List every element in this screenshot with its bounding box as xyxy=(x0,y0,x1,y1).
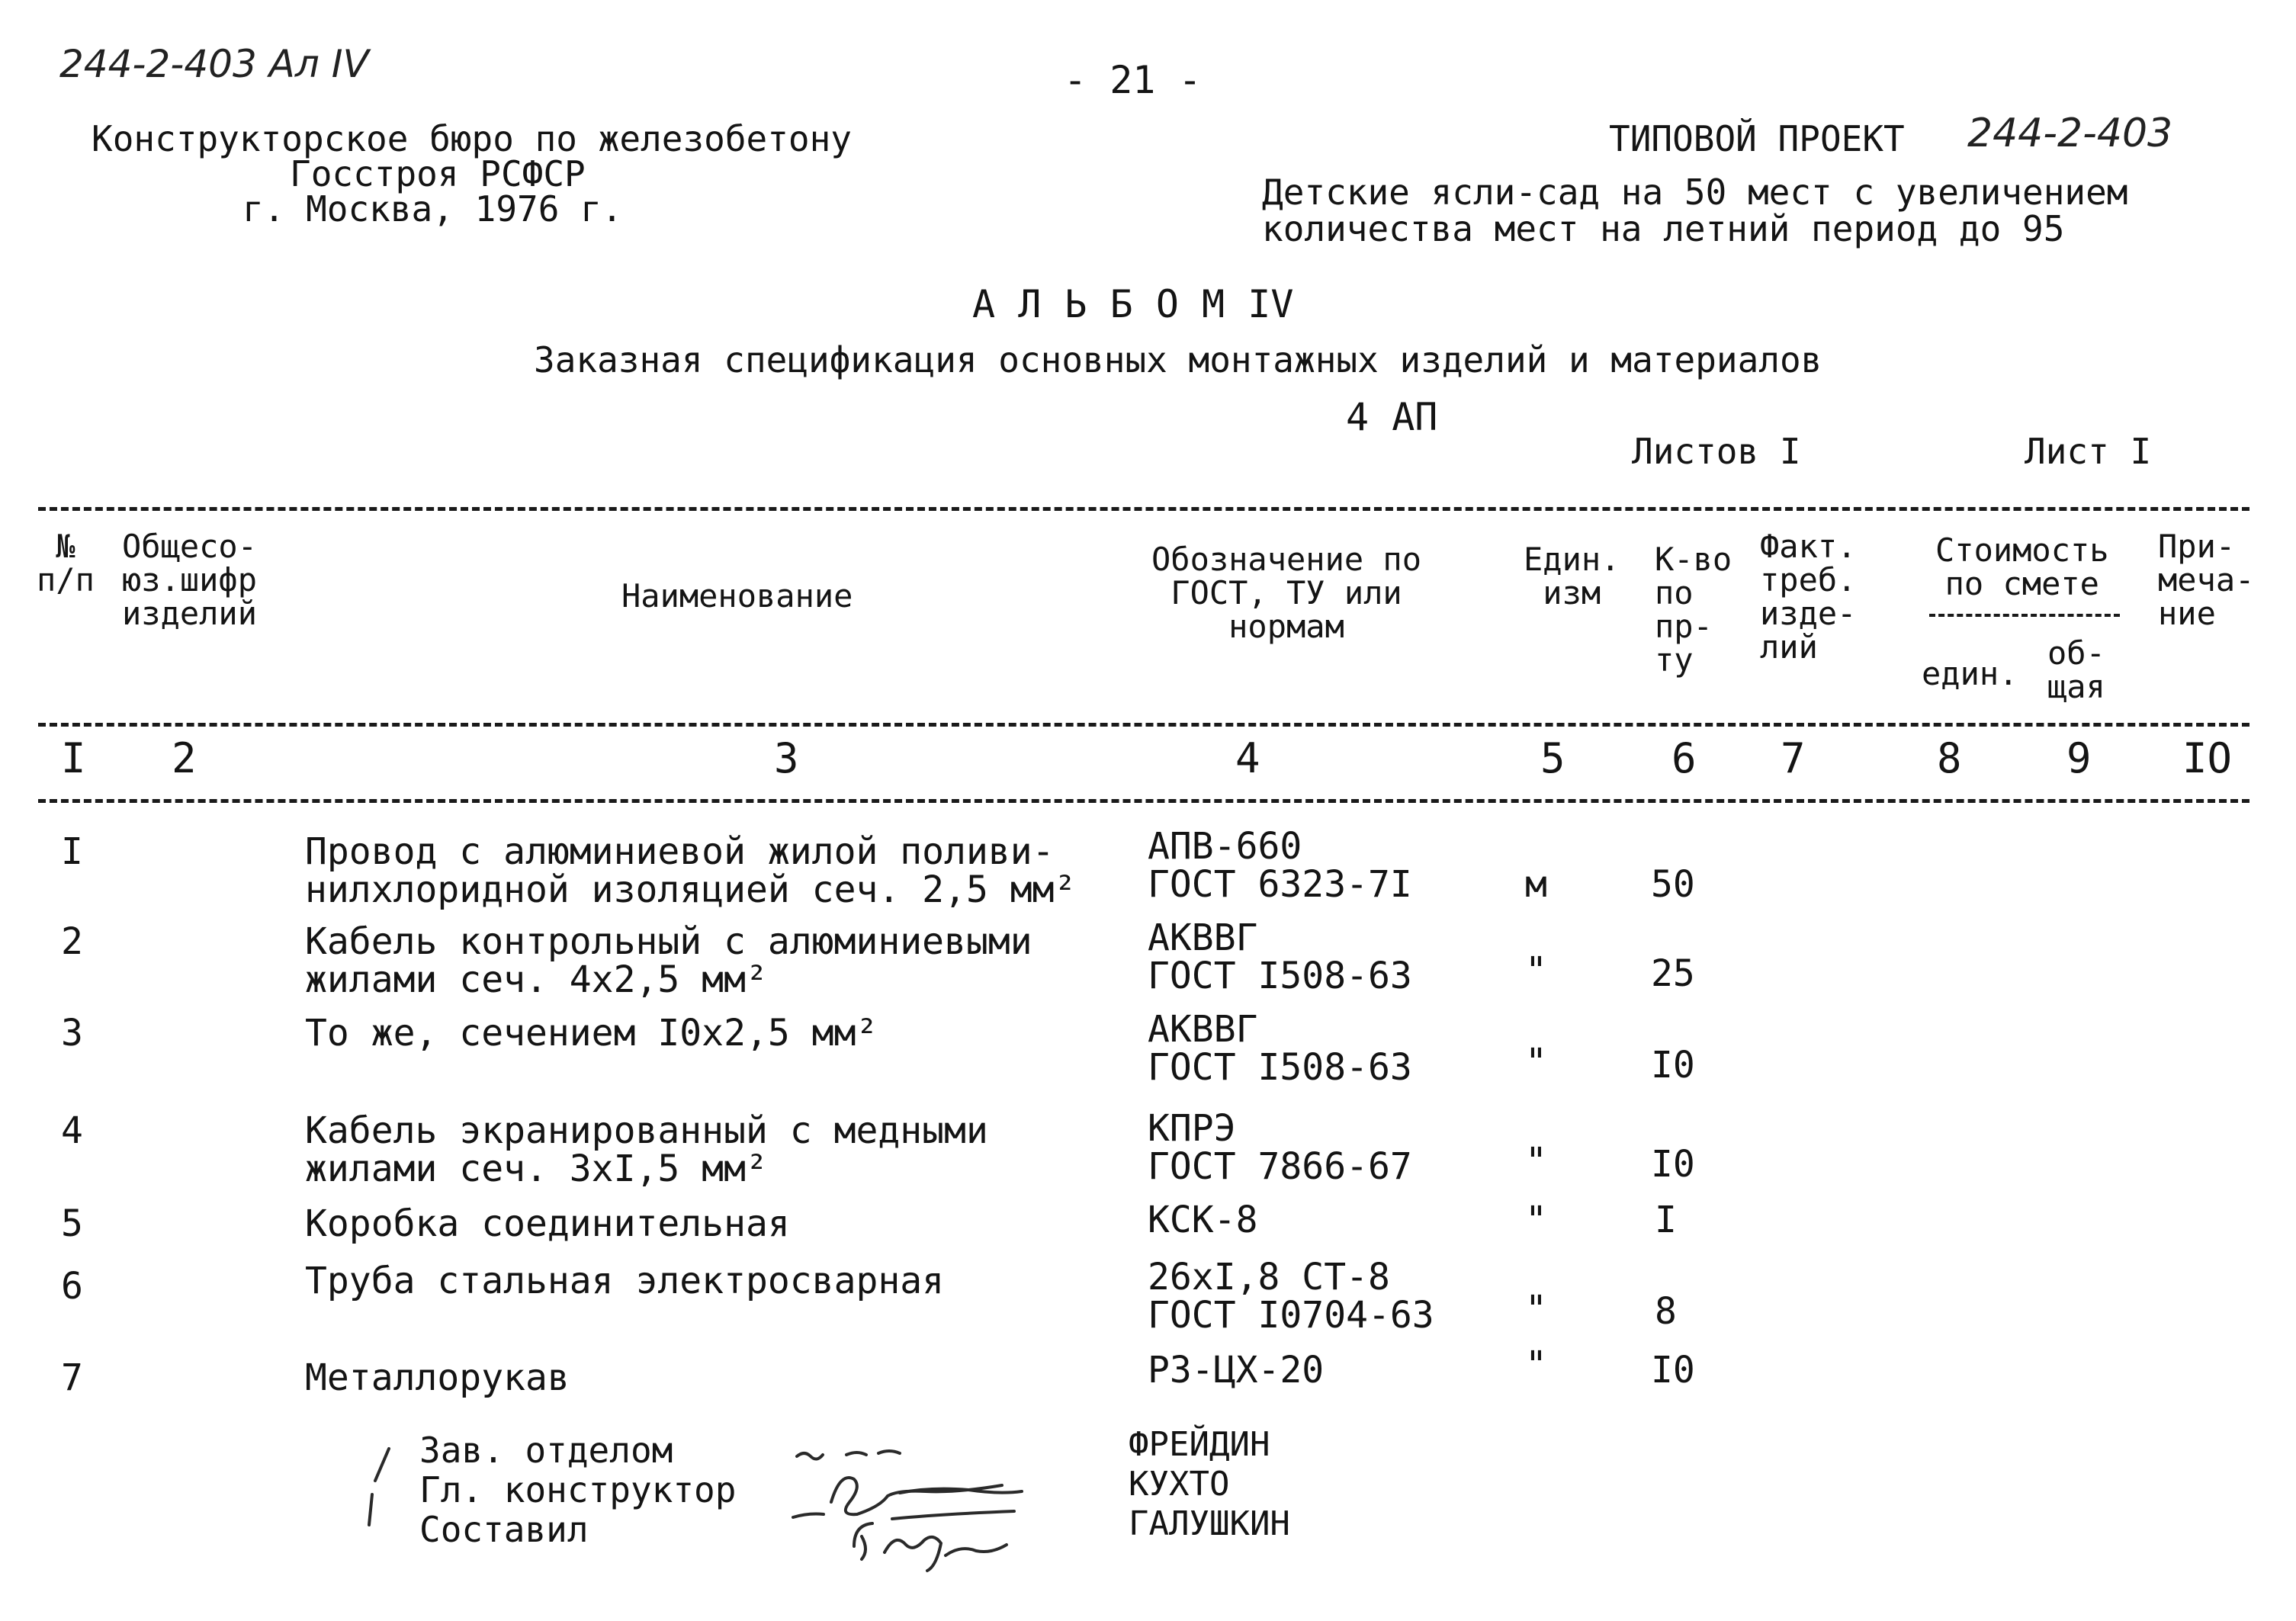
col-number: 4 xyxy=(1235,734,1260,782)
signature-role: Составил xyxy=(419,1509,589,1550)
row-number: 3 xyxy=(61,1012,83,1054)
row-designation: КСК-8 xyxy=(1148,1199,1258,1241)
row-designation: 26хI,8 СТ-8 ГОСТ I0704-63 xyxy=(1148,1256,1434,1337)
col-number: 9 xyxy=(2066,734,2092,782)
row-designation: АКВВГ ГОСТ I508-63 xyxy=(1148,1008,1412,1089)
org-city-year: г. Москва, 1976 г. xyxy=(242,188,623,230)
project-description-line1: Детские ясли-сад на 50 мест с увеличением xyxy=(1262,172,2128,213)
org-authority: Госстроя РСФСР xyxy=(290,153,586,194)
project-number: 244-2-403 xyxy=(1967,111,2173,156)
col-number: 3 xyxy=(774,734,799,782)
row-name: Кабель контрольный с алюминиевыми жилами сеч. 4х2,5 мм² xyxy=(305,920,1032,1001)
row-unit: " xyxy=(1525,1343,1547,1386)
specification-title: Заказная спецификация основных монтажных изделий и материалов xyxy=(534,339,1822,380)
row-name: Труба стальная электросварная xyxy=(305,1260,945,1302)
cost-subdivider xyxy=(1929,614,2120,617)
col-number: IO xyxy=(2182,734,2233,782)
row-qty: I0 xyxy=(1651,1044,1695,1087)
signature-name: ФРЕЙДИН xyxy=(1129,1425,1270,1464)
col-number: 6 xyxy=(1671,734,1697,782)
sheet-current: Лист I xyxy=(2025,431,2152,472)
col-header-designation: Обозначение по ГОСТ, ТУ или нормам xyxy=(1151,541,1422,645)
org-name: Конструкторское бюро по железобетону xyxy=(92,118,852,159)
row-name: Провод с алюминиевой жилой поливи- нилхлоридной изоляцией сеч. 2,5 мм² xyxy=(305,830,1077,911)
album-title: А Л Ь Б О М IV xyxy=(972,282,1294,326)
handwritten-signatures xyxy=(366,1403,1129,1586)
col-header-notes: При- меча- ние xyxy=(2158,528,2255,632)
signature-name: КУХТО xyxy=(1129,1465,1230,1504)
row-number: I xyxy=(61,830,83,873)
col-header-cost: Стоимость по смете xyxy=(1935,531,2109,602)
row-qty: 50 xyxy=(1651,863,1695,906)
project-description-line2: количества мест на летний период до 95 xyxy=(1262,208,2065,249)
row-unit: " xyxy=(1525,1199,1547,1241)
col-number: 2 xyxy=(172,734,197,782)
signature-role: Гл. конструктор xyxy=(419,1469,737,1510)
signature-role: Зав. отделом xyxy=(419,1430,673,1471)
row-number: 5 xyxy=(61,1202,83,1245)
col-header-unit: Един. изм xyxy=(1524,541,1620,611)
row-unit: " xyxy=(1525,1140,1547,1183)
project-label: ТИПОВОЙ ПРОЕКТ xyxy=(1609,118,1905,159)
col-header-qty: К-во по пр- ту xyxy=(1655,541,1732,679)
col-header-code: Общесо- юз.шифр изделий xyxy=(122,528,258,632)
row-number: 7 xyxy=(61,1356,83,1399)
row-name: То же, сечением I0х2,5 мм² xyxy=(305,1012,878,1054)
row-unit: " xyxy=(1525,1288,1547,1331)
row-number: 2 xyxy=(61,920,83,963)
col-header-cost-total: об- щая xyxy=(2047,634,2105,705)
col-number: I xyxy=(61,734,86,782)
page-number: - 21 - xyxy=(1064,58,1202,102)
row-name: Металлорукав xyxy=(305,1356,570,1399)
handwritten-doc-code: 244-2-403 Ал IV xyxy=(59,42,369,86)
col-header-actual: Факт. треб. изде- лий xyxy=(1760,528,1857,666)
col-number: 7 xyxy=(1781,734,1806,782)
sheets-total: Листов I xyxy=(1632,431,1801,472)
col-number: 8 xyxy=(1937,734,1962,782)
row-unit: " xyxy=(1525,949,1547,992)
col-header-name: Наименование xyxy=(621,577,853,615)
signature-name: ГАЛУШКИН xyxy=(1129,1504,1290,1543)
row-unit: " xyxy=(1525,1041,1547,1083)
row-designation: АПВ-660 ГОСТ 6323-7I xyxy=(1148,825,1412,906)
col-header-number: № п/п xyxy=(37,528,95,599)
row-designation: РЗ-ЦХ-20 xyxy=(1148,1349,1325,1391)
row-unit: м xyxy=(1525,863,1547,906)
row-designation: АКВВГ ГОСТ I508-63 xyxy=(1148,916,1412,997)
row-designation: КПРЭ ГОСТ 7866-67 xyxy=(1148,1107,1412,1188)
row-number: 6 xyxy=(61,1265,83,1308)
section-code: 4 АП xyxy=(1346,395,1438,439)
row-qty: I xyxy=(1655,1199,1677,1241)
row-qty: I0 xyxy=(1651,1143,1695,1186)
table-header-rule xyxy=(38,723,2249,727)
table-top-rule xyxy=(38,507,2249,511)
row-qty: 25 xyxy=(1651,952,1695,995)
table-numbers-rule xyxy=(38,799,2249,803)
row-number: 4 xyxy=(61,1109,83,1152)
row-qty: 8 xyxy=(1655,1290,1677,1333)
col-header-cost-unit: един. xyxy=(1922,655,2018,692)
col-number: 5 xyxy=(1540,734,1565,782)
row-qty: I0 xyxy=(1651,1349,1695,1391)
row-name: Кабель экранированный с медными жилами сеч. 3хI,5 мм² xyxy=(305,1109,988,1190)
row-name: Коробка соединительная xyxy=(305,1202,790,1245)
